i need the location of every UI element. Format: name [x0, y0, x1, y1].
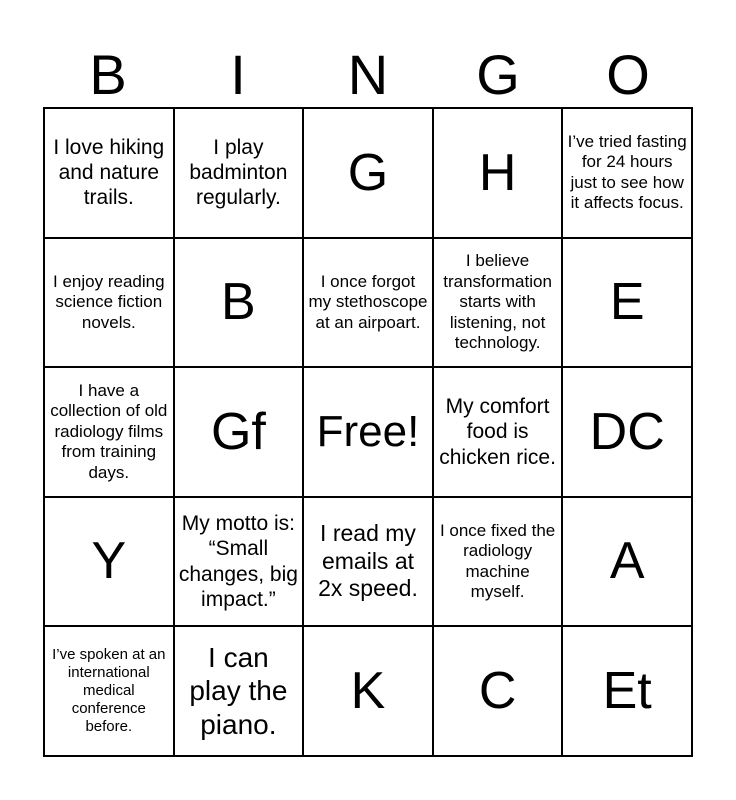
- bingo-cell[interactable]: Et: [562, 626, 692, 756]
- bingo-cell[interactable]: E: [562, 238, 692, 368]
- bingo-cell[interactable]: I read my emails at 2x speed.: [303, 497, 433, 627]
- bingo-cell[interactable]: I’ve tried fasting for 24 hours just to see how it affects focus.: [562, 108, 692, 238]
- bingo-cell[interactable]: A: [562, 497, 692, 627]
- bingo-cell[interactable]: I once forgot my stethoscope at an airpoart.: [303, 238, 433, 368]
- bingo-grid: [43, 107, 693, 757]
- bingo-cell[interactable]: DC: [562, 367, 692, 497]
- bingo-cell[interactable]: I play badminton regularly.: [174, 108, 304, 238]
- bingo-cell[interactable]: C: [433, 626, 563, 756]
- bingo-cell[interactable]: I love hiking and nature trails.: [44, 108, 174, 238]
- bingo-cell[interactable]: I can play the piano.: [174, 626, 304, 756]
- bingo-cell[interactable]: B: [174, 238, 304, 368]
- bingo-cell[interactable]: Y: [44, 497, 174, 627]
- header-letter-n: N: [347, 43, 389, 106]
- bingo-cell[interactable]: I’ve spoken at an international medical conference before.: [44, 626, 174, 756]
- bingo-cell[interactable]: H: [433, 108, 563, 238]
- bingo-cell[interactable]: K: [303, 626, 433, 756]
- bingo-cell[interactable]: I have a collection of old radiology films from training days.: [44, 367, 174, 497]
- bingo-header: [43, 42, 693, 108]
- bingo-cell[interactable]: I enjoy reading science fiction novels.: [44, 238, 174, 368]
- header-letter-i: I: [230, 43, 246, 106]
- bingo-cell[interactable]: G: [303, 108, 433, 238]
- bingo-cell[interactable]: My motto is: “Small changes, big impact.”: [174, 497, 304, 627]
- header-letter-b: B: [89, 43, 127, 106]
- bingo-cell[interactable]: I once fixed the radiology machine myself.: [433, 497, 563, 627]
- bingo-cell[interactable]: I believe transformation starts with listening, not technology.: [433, 238, 563, 368]
- bingo-cell[interactable]: My comfort food is chicken rice.: [433, 367, 563, 497]
- header-letter-g: G: [476, 43, 520, 106]
- header-letter-o: O: [606, 43, 650, 106]
- free-space-cell[interactable]: Free!: [303, 367, 433, 497]
- bingo-cell[interactable]: Gf: [174, 367, 304, 497]
